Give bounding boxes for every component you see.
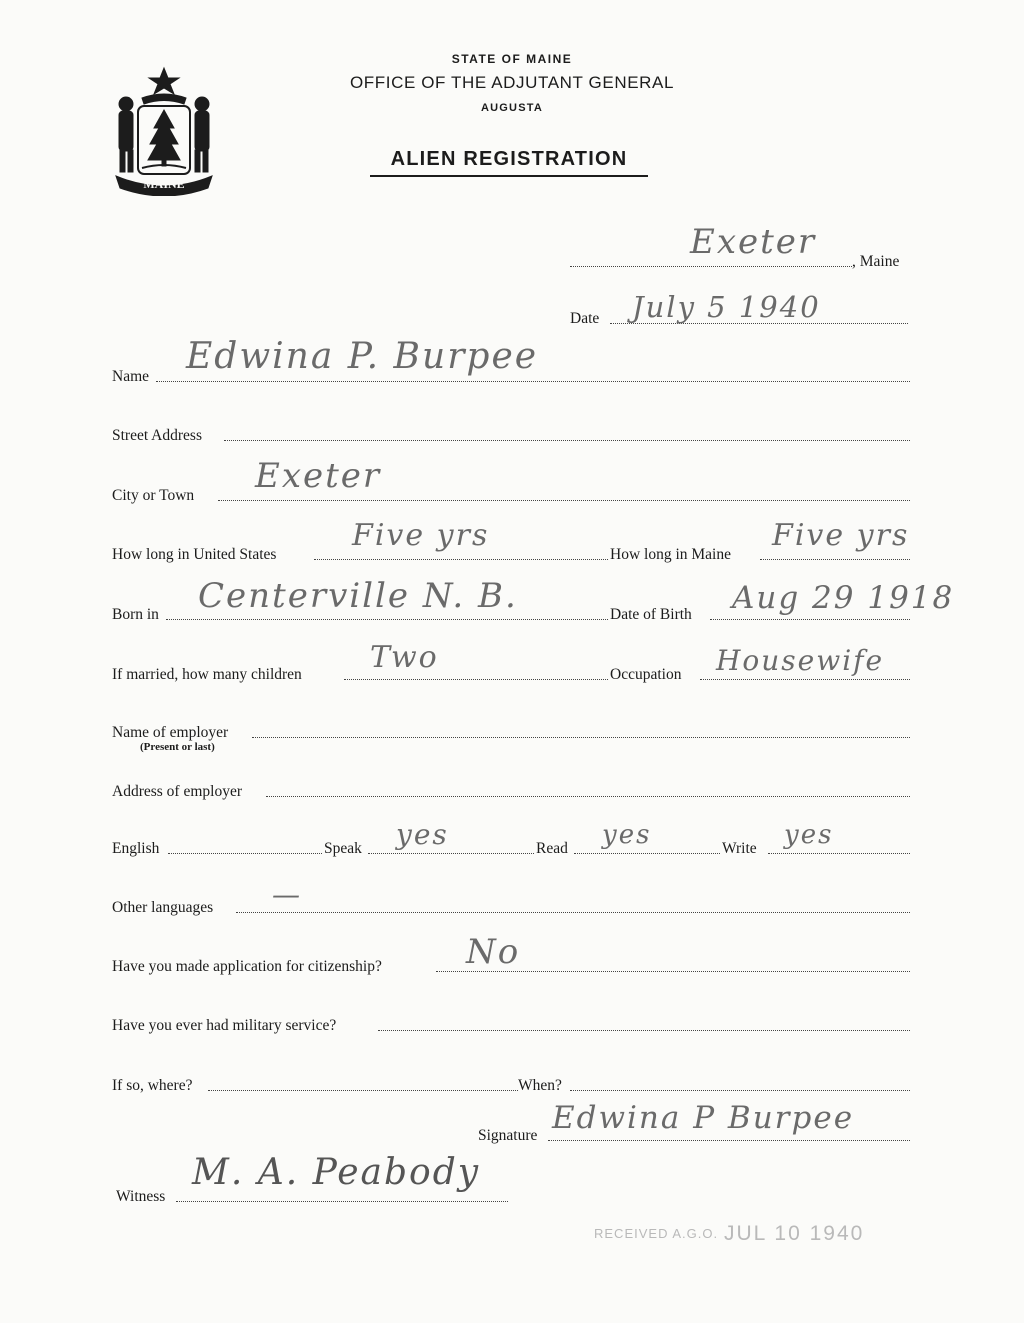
english-line <box>168 853 322 854</box>
where-label: If so, where? <box>112 1077 193 1094</box>
when-label: When? <box>518 1077 562 1094</box>
write-value: yes <box>784 820 834 850</box>
name-value: Edwina P. Burpee <box>186 336 539 377</box>
how-long-maine-value: Five yrs <box>772 518 910 553</box>
employer-label: Name of employer <box>112 724 229 741</box>
read-line <box>574 853 720 854</box>
employer-sublabel: (Present or last) <box>140 741 215 753</box>
how-long-us-label: How long in United States <box>112 546 277 563</box>
date-value: July 5 1940 <box>632 290 821 324</box>
how-long-us-value: Five yrs <box>352 518 490 553</box>
occupation-line <box>700 679 910 680</box>
other-languages-value: — <box>272 878 302 911</box>
where-line <box>208 1090 518 1091</box>
form-title: ALIEN REGISTRATION <box>370 148 648 177</box>
seal-banner-text: MAINE <box>143 177 185 191</box>
signature-value: Edwina P Burpee <box>552 1100 855 1136</box>
witness-line <box>176 1201 508 1202</box>
write-line <box>768 853 910 854</box>
signature-label: Signature <box>478 1127 538 1144</box>
occupation-label: Occupation <box>610 666 682 683</box>
citizenship-value: No <box>466 932 521 972</box>
read-value: yes <box>602 820 652 850</box>
other-languages-label: Other languages <box>112 899 214 916</box>
dob-label: Date of Birth <box>610 606 692 623</box>
city-value: Exeter <box>255 456 382 496</box>
place-line <box>570 266 852 267</box>
dob-line <box>710 619 910 620</box>
citizenship-label: Have you made application for citizenship? <box>112 958 382 975</box>
children-label: If married, how many children <box>112 666 302 683</box>
street-label: Street Address <box>112 427 202 444</box>
received-stamp: RECEIVED A.G.O. <box>594 1226 719 1241</box>
english-label: English <box>112 840 160 857</box>
children-line <box>344 679 608 680</box>
name-line <box>156 381 910 382</box>
other-languages-line <box>236 912 910 913</box>
place-value: Exeter <box>690 222 817 262</box>
born-value: Centerville N. B. <box>198 576 518 616</box>
employer-address-line <box>266 796 910 797</box>
born-line <box>166 619 608 620</box>
born-label: Born in <box>112 606 159 623</box>
speak-value: yes <box>396 818 449 851</box>
write-label: Write <box>722 840 757 857</box>
speak-line <box>368 853 534 854</box>
city-label: City or Town <box>112 487 195 504</box>
employer-address-label: Address of employer <box>112 783 242 800</box>
read-label: Read <box>536 840 568 857</box>
place-suffix: , Maine <box>852 253 900 270</box>
how-long-maine-label: How long in Maine <box>610 546 731 563</box>
state-heading: STATE OF MAINE <box>451 52 573 66</box>
employer-line <box>252 737 910 738</box>
witness-label: Witness <box>116 1188 166 1205</box>
military-label: Have you ever had military service? <box>112 1017 337 1034</box>
military-line <box>378 1030 910 1031</box>
received-stamp-date: JUL 10 1940 <box>724 1222 865 1245</box>
witness-value: M. A. Peabody <box>192 1152 481 1193</box>
street-line <box>224 440 910 441</box>
when-line <box>570 1090 910 1091</box>
city-heading: AUGUSTA <box>481 102 543 114</box>
occupation-value: Housewife <box>716 644 885 677</box>
how-long-us-line <box>314 559 608 560</box>
city-line <box>218 500 910 501</box>
signature-line <box>548 1140 910 1141</box>
how-long-maine-line <box>760 559 910 560</box>
date-label: Date <box>570 310 600 327</box>
office-heading: OFFICE OF THE ADJUTANT GENERAL <box>349 73 675 92</box>
children-value: Two <box>370 640 439 675</box>
dob-value: Aug 29 1918 <box>732 580 955 616</box>
speak-label: Speak <box>324 840 362 857</box>
name-label: Name <box>112 368 150 385</box>
